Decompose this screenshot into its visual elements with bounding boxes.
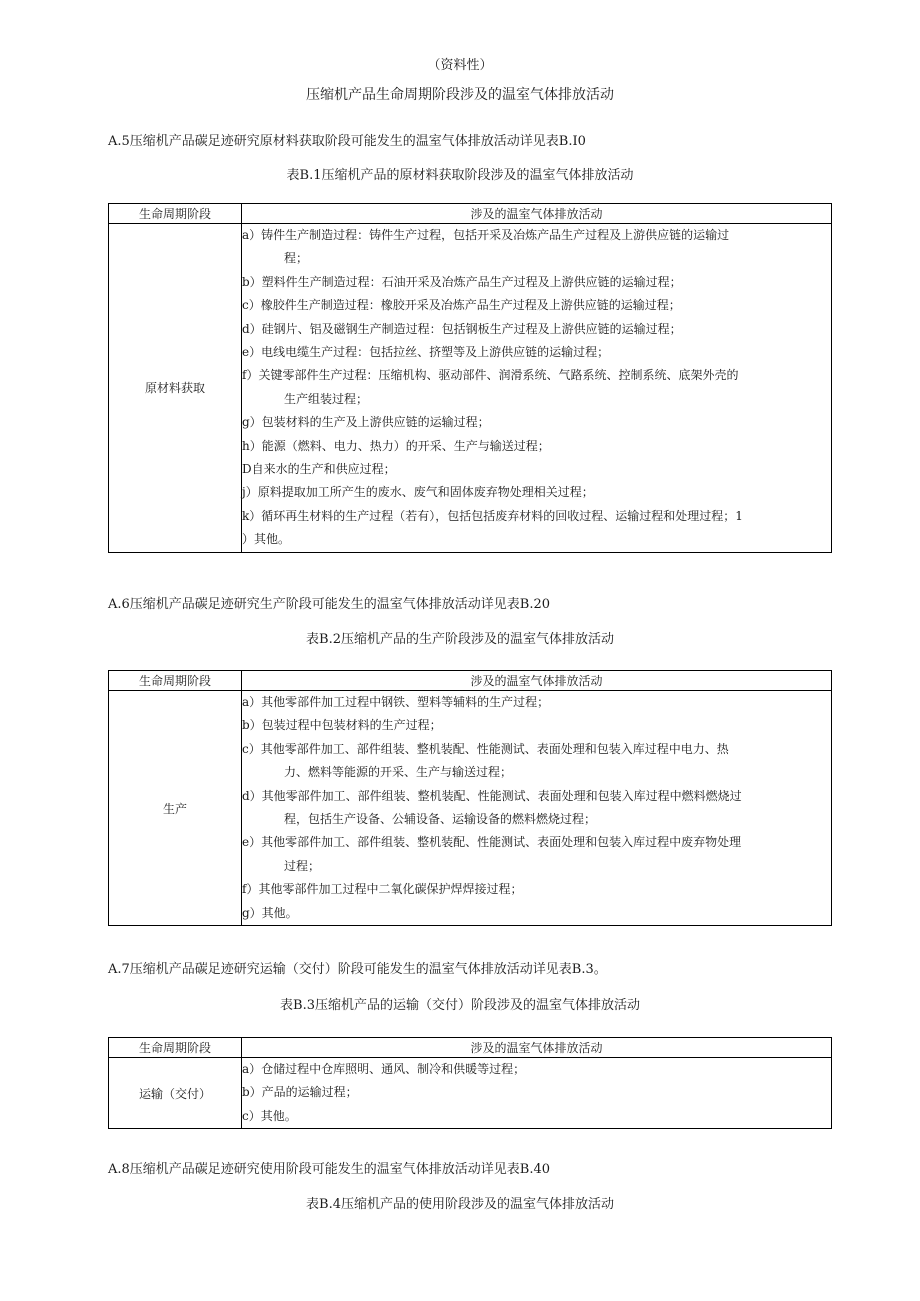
table-b1 (108, 203, 832, 553)
activity-item-continuation: 力、燃料等能源的开采、生产与输送过程； (284, 765, 513, 780)
table-header-row (109, 204, 832, 224)
table-row (109, 1058, 832, 1129)
activity-item: c）其他。 (242, 1108, 297, 1123)
activity-item: h）能源（燃料、电力、热力）的开采、生产与输送过程； (242, 438, 550, 453)
activity-item: b）包装过程中包装材料的生产过程； (242, 718, 442, 733)
activities-cell (242, 224, 832, 553)
table-header-row (109, 1038, 832, 1058)
activity-item: d）其他零部件加工、部件组装、整机装配、性能测试、表面处理和包装入库过程中燃料燃烧过 (242, 788, 742, 803)
activity-item: b）产品的运输过程； (242, 1085, 358, 1100)
activity-item: f）关键零部件生产过程：压缩机构、驱动部件、润滑系统、气路系统、控制系统、底架外壳的 (242, 368, 739, 383)
stage-cell: 生产 (109, 691, 242, 926)
col-header-stage: 生命周期阶段 (109, 1038, 242, 1058)
activity-item-continuation: 程； (284, 251, 309, 266)
paragraph-a8: A.8压缩机产品碳足迹研究使用阶段可能发生的温室气体排放活动详见表B.40 (108, 1162, 551, 1177)
table-caption-b1: 表B.1压缩机产品的原材料获取阶段涉及的温室气体排放活动 (286, 168, 634, 183)
activity-item: e）电线电缆生产过程：包括拉丝、挤塑等及上游供应链的运输过程； (242, 345, 610, 360)
col-header-activities: 涉及的温室气体排放活动 (242, 204, 832, 224)
col-header-stage: 生命周期阶段 (109, 204, 242, 224)
activities-cell (242, 1058, 832, 1129)
activities-cell (242, 691, 832, 926)
table-row (109, 691, 832, 926)
activity-item: a）其他零部件加工过程中钢铁、塑料等辅料的生产过程； (242, 695, 550, 709)
table-header-row (109, 671, 832, 691)
col-header-activities: 涉及的温室气体排放活动 (242, 1038, 832, 1058)
appendix-type: （资料性） (427, 58, 493, 73)
activity-item: j）原料提取加工所产生的废水、废气和固体废弃物处理相关过程； (242, 485, 594, 500)
paragraph-a6: A.6压缩机产品碳足迹研究生产阶段可能发生的温室气体排放活动详见表B.20 (108, 597, 551, 612)
table-caption-b4: 表B.4压缩机产品的使用阶段涉及的温室气体排放活动 (306, 1197, 614, 1212)
activity-item: e）其他零部件加工、部件组装、整机装配、性能测试、表面处理和包装入库过程中废弃物处理 (242, 835, 742, 850)
activity-item: a）铸件生产制造过程：铸件生产过程，包括开采及冶炼产品生产过程及上游供应链的运输过 (242, 228, 730, 242)
activity-item-continuation: 生产组装过程； (284, 391, 369, 406)
activity-item: c）橡胶件生产制造过程：橡胶开采及冶炼产品生产过程及上游供应链的运输过程； (242, 298, 681, 313)
table-caption-b2: 表B.2压缩机产品的生产阶段涉及的温室气体排放活动 (306, 632, 614, 647)
activity-item: c）其他零部件加工、部件组装、整机装配、性能测试、表面处理和包装入库过程中电力、热 (242, 741, 729, 756)
table-b2 (108, 670, 832, 926)
table-row (109, 224, 832, 553)
table-caption-b3: 表B.3压缩机产品的运输（交付）阶段涉及的温室气体排放活动 (280, 998, 640, 1013)
activity-item-continuation: 过程； (284, 858, 321, 873)
col-header-stage: 生命周期阶段 (109, 671, 242, 691)
activity-item: d）硅钢片、铝及磁钢生产制造过程：包括钢板生产过程及上游供应链的运输过程； (242, 321, 682, 336)
activity-item: k）循环再生材料的生产过程（若有），包括包括废弃材料的回收过程、运输过程和处理过程；1 (242, 508, 743, 523)
activity-item: ）其他。 (242, 532, 291, 547)
activity-item-continuation: 程，包括生产设备、公辅设备、运输设备的燃料燃烧过程； (284, 812, 597, 827)
table-b3 (108, 1037, 832, 1129)
activity-item: g）包装材料的生产及上游供应链的运输过程； (242, 415, 490, 430)
paragraph-a5: A.5压缩机产品碳足迹研究原材料获取阶段可能发生的温室气体排放活动详见表B.I0 (108, 134, 586, 149)
stage-cell: 原材料获取 (109, 224, 242, 553)
activity-item: g）其他。 (242, 905, 298, 920)
activity-item: f）其他零部件加工过程中二氧化碳保护焊焊接过程； (242, 882, 523, 897)
appendix-title: 压缩机产品生命周期阶段涉及的温室气体排放活动 (306, 87, 614, 103)
activity-item: a）仓储过程中仓库照明、通风、制冷和供暖等过程； (242, 1062, 526, 1076)
col-header-activities: 涉及的温室气体排放活动 (242, 671, 832, 691)
activity-item: D自来水的生产和供应过程； (242, 462, 396, 477)
stage-cell: 运输（交付） (109, 1058, 242, 1129)
activity-item: b）塑料件生产制造过程：石油开采及冶炼产品生产过程及上游供应链的运输过程； (242, 274, 682, 289)
paragraph-a7: A.7压缩机产品碳足迹研究运输（交付）阶段可能发生的温室气体排放活动详见表B.3。 (108, 962, 607, 977)
